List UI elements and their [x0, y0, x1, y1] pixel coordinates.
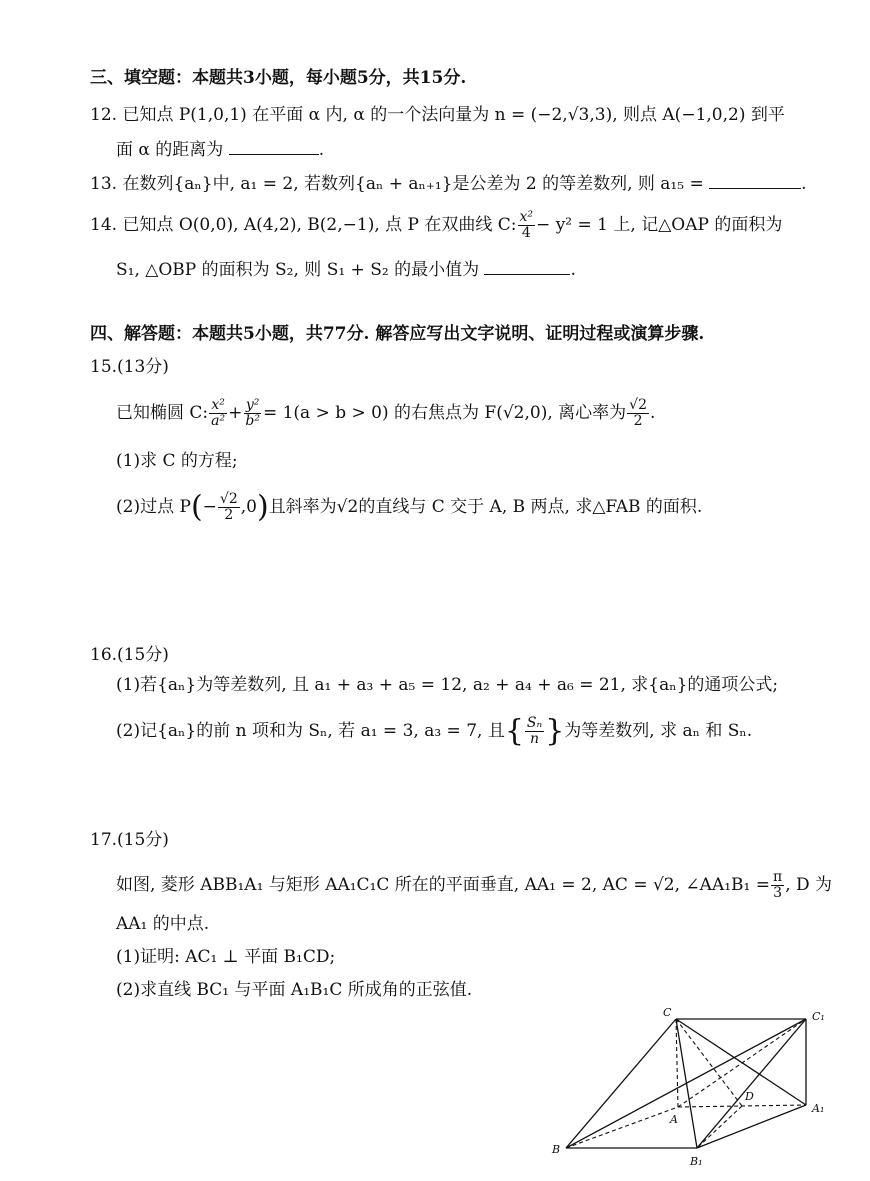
edge-C-B1: [676, 1019, 697, 1148]
question-12-text-cont: 面 α 的距离为: [116, 140, 224, 160]
question-16-fraction: $\frac{\text{Sₙ}}{n}$: [526, 715, 543, 747]
question-16-part-1: (1)若{aₙ}为等差数列, 且 a₁ + a₃ + a₅ = 12, a₂ + a₄ + a₆ = 21, 求{aₙ}的通项公式;: [116, 675, 779, 695]
question-12-line-2: 面 α 的距离为 .: [116, 136, 324, 162]
edge-C-A1: [676, 1019, 806, 1105]
question-15-part-2: (2)过点 P(− $\frac{√2}{2}$ ,0)且斜率为√2的直线与 C 交于 A, B 两点, 求△FAB 的面积.: [116, 489, 703, 525]
edge-A1-B1: [697, 1105, 806, 1148]
question-13-number: 13.: [90, 174, 118, 194]
label-A: A: [670, 1113, 678, 1126]
question-14-line-1: [90, 210, 782, 241]
question-14-text-c: S₁, △OBP 的面积为 S₂, 则 S₁ + S₂ 的最小值为: [116, 260, 480, 280]
question-14-answer-blank[interactable]: [484, 256, 570, 275]
edge-D-B1-hidden: [697, 1106, 742, 1148]
question-12-number: 12.: [90, 105, 118, 125]
question-13: 13. 在数列{aₙ}中, a₁ = 2, 若数列{aₙ + aₙ₊₁}是公差为 2 的等差数列, 则 a₁₅ = .: [90, 170, 807, 196]
label-B: B: [552, 1143, 561, 1156]
question-14-text: 已知点 O(0,0), A(4,2), B(2,−1), 点 P 在双曲线 C:: [122, 215, 517, 235]
question-17-stem-cont: AA₁ 的中点.: [116, 914, 210, 934]
question-17-stem: 如图, 菱形 ABB₁A₁ 与矩形 AA₁C₁C 所在的平面垂直, AA₁ = 2, AC = √2, ∠AA₁B₁ = $\frac{\pi}{3}$ , D 为: [116, 869, 833, 901]
label-A1: A₁: [812, 1102, 825, 1115]
question-14-text-b: − y² = 1 上, 记△OAP 的面积为: [536, 215, 783, 235]
edge-B-C: [566, 1019, 676, 1148]
question-13-text: 在数列{aₙ}中, a₁ = 2, 若数列{aₙ + aₙ₊₁}是公差为 2 的等差数列, 则 a₁₅ =: [122, 174, 704, 194]
question-12-text: 已知点 P(1,0,1) 在平面 α 内, α 的一个法向量为 n = (−2,√3,3), 则点 A(−1,0,2) 到平: [122, 105, 785, 125]
question-17-fraction: $\frac{\pi}{3}$: [773, 869, 783, 901]
label-D: D: [745, 1090, 754, 1103]
question-15-point-fraction: $\frac{√2}{2}$: [219, 491, 238, 523]
question-15-fraction-y: $\frac{\text{y²}}{\text{b²}}$: [245, 397, 260, 429]
question-12-answer-blank[interactable]: [229, 136, 319, 155]
question-17-part-1: (1)证明: AC₁ ⊥ 平面 B₁CD;: [116, 947, 336, 967]
question-13-answer-blank[interactable]: [709, 170, 801, 189]
geometry-figure: [540, 1000, 840, 1175]
question-17-part-2: (2)求直线 BC₁ 与平面 A₁B₁C 所成角的正弦值.: [116, 980, 473, 1000]
edge-B1-C1: [697, 1019, 806, 1148]
section-heading-solution: 四、解答题：本题共5小题，共77分. 解答应写出文字说明、证明过程或演算步骤.: [90, 324, 705, 344]
question-15-fraction-x: $\frac{\text{x²}}{\text{a²}}$: [211, 397, 226, 429]
question-15-header: 15.(13分): [90, 357, 169, 377]
label-B1: B₁: [690, 1155, 703, 1168]
question-15-part-1: (1)求 C 的方程;: [116, 451, 238, 471]
question-17-header: 17.(15分): [90, 830, 169, 850]
question-15-stem: 已知椭圆 C: $\frac{\text{x²}}{\text{a²}}$ + $\frac{\text{y²}}{\text{b²}}$ = 1(a > b > 0) 的右焦点为 F(√2,0), 离心率为 $\frac{√2}{2}$ .: [116, 397, 656, 429]
label-C: C: [663, 1006, 672, 1019]
question-14-number: 14.: [90, 215, 118, 235]
question-15-fraction-e: $\frac{√2}{2}$: [629, 397, 647, 429]
question-14-fraction: $\frac{\text{x²}}{4}$: [519, 209, 534, 241]
edge-C-D-hidden: [676, 1019, 742, 1106]
question-16-header: 16.(15分): [90, 645, 169, 665]
question-14-line-2: S₁, △OBP 的面积为 S₂, 则 S₁ + S₂ 的最小值为 .: [116, 256, 576, 282]
question-12-line-1: [90, 103, 785, 127]
section-heading-fill-in: 三、填空题：本题共3小题，每小题5分，共15分.: [90, 68, 467, 88]
question-16-part-2: (2)记{aₙ}的前 n 项和为 Sₙ, 若 a₁ = 3, a₃ = 7, 且{ $\frac{\text{Sₙ}}{n}$ }为等差数列, 求 aₙ 和 Sₙ.: [116, 713, 753, 749]
label-C1: C₁: [812, 1010, 825, 1023]
